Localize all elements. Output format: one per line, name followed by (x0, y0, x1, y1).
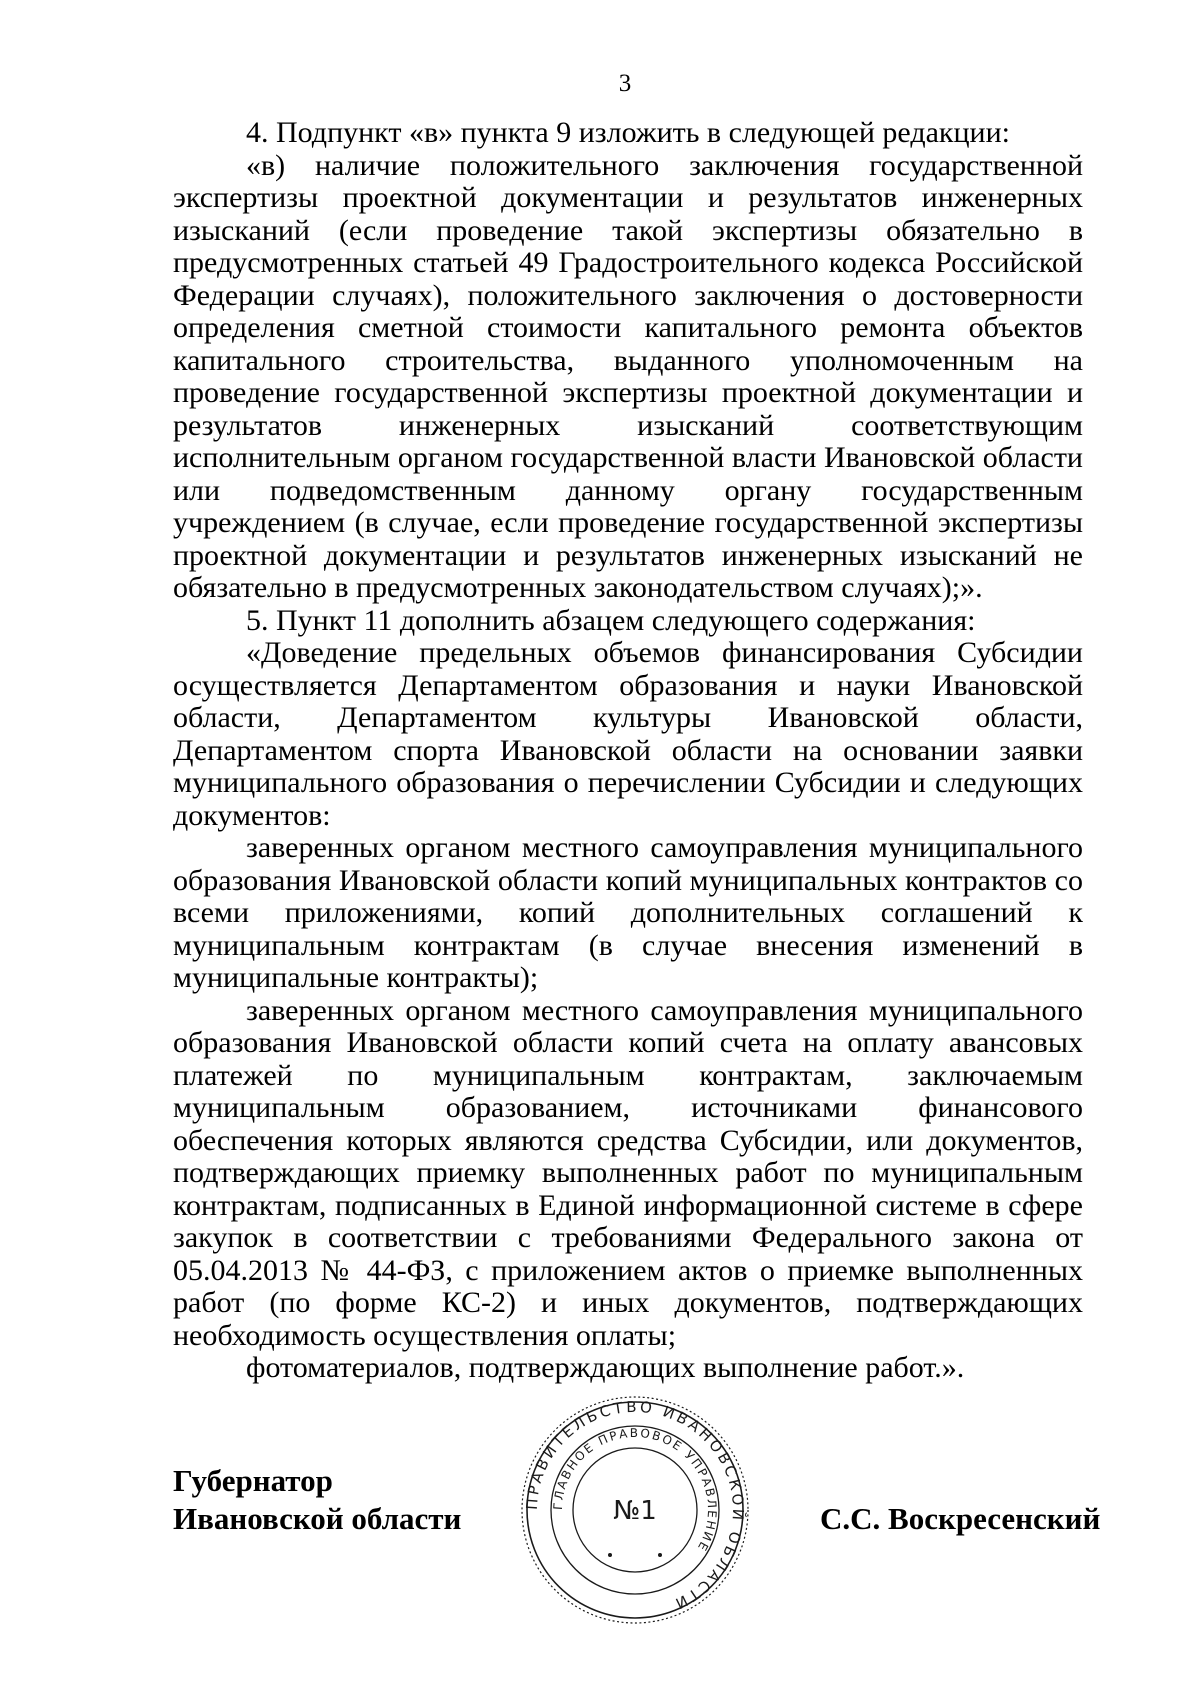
signer-name: С.С. Воскресенский (820, 1501, 1101, 1536)
signature-position (173, 1462, 461, 1538)
paragraph-funding: «Доведение предельных объемов финансирования Субсидии осуществляется Департаментом образования и науки Ивановской области, Департаментом культуры Ивановской области, Департаментом спорта Ивановской области на основании заявки муниципального образования о перечислении Субсидии и следующих документов: (173, 636, 1083, 832)
paragraph-contracts: заверенных органом местного самоуправления муниципального образования Ивановской области копий муниципальных контрактов со всеми приложениями, копий дополнительных соглашений к муниципальным контрактам (в случае внесения изменений в муниципальные контракты); (173, 831, 1083, 994)
paragraph-photos: фотоматериалов, подтверждающих выполнение работ.». (246, 1351, 965, 1384)
paragraph-item-4: 4. Подпункт «в» пункта 9 изложить в следующей редакции: (246, 116, 1011, 149)
seal-number: №1 (613, 1496, 657, 1526)
seal-inner-text: ГЛАВНОЕ ПРАВОВОЕ УПРАВЛЕНИЕ (550, 1425, 720, 1555)
paragraph-subpoint-v: «в) наличие положительного заключения государственной экспертизы проектной документации и результатов инженерных изысканий (если проведение такой экспертизы обязательно в предусмотренных статьей 49 Градостроительного кодекса Российской Федерации случаях), положительного заключения о достоверности определения сметной стоимости капитального ремонта объектов капитального строительства, выданного уполномоченным на проведение государственной экспертизы проектной документации и результатов инженерных изысканий соответствующим исполнительным органом государственной власти Ивановской области или подведомственным данному органу государственным учреждением (в случае, если проведение государственной экспертизы проектной документации и результатов инженерных изысканий не обязательно в предусмотренных законодательством случаях);». (173, 148, 1083, 604)
paragraph-invoices: заверенных органом местного самоуправления муниципального образования Ивановской области копий счета на оплату авансовых платежей по муниципальным контрактам, заключаемым муниципальным образованием, источниками финансового обеспечения которых являются средства Субсидии, или документов, подтверждающих приемку выполненных работ по муниципальным контрактам, подписанных в Единой информационной системе в сфере закупок в соответствии с требованиями Федерального закона от 05.04.2013 № 44-ФЗ, с приложением актов о приемке выполненных работ (по форме КС-2) и иных документов, подтверждающих необходимость осуществления оплаты; (173, 993, 1083, 1352)
position-line-1: Губернатор (173, 1463, 333, 1498)
seal-outer-text: ПРАВИТЕЛЬСТВО ИВАНОВСКОЙ ОБЛАСТИ (522, 1397, 748, 1614)
seal-graphic (520, 1395, 750, 1625)
paragraph-item-5: 5. Пункт 11 дополнить абзацем следующего содержания: (246, 603, 976, 637)
position-line-2: Ивановской области (173, 1501, 462, 1536)
official-seal (520, 1395, 750, 1625)
document-body (173, 117, 1083, 1385)
page-number: 3 (618, 70, 632, 97)
